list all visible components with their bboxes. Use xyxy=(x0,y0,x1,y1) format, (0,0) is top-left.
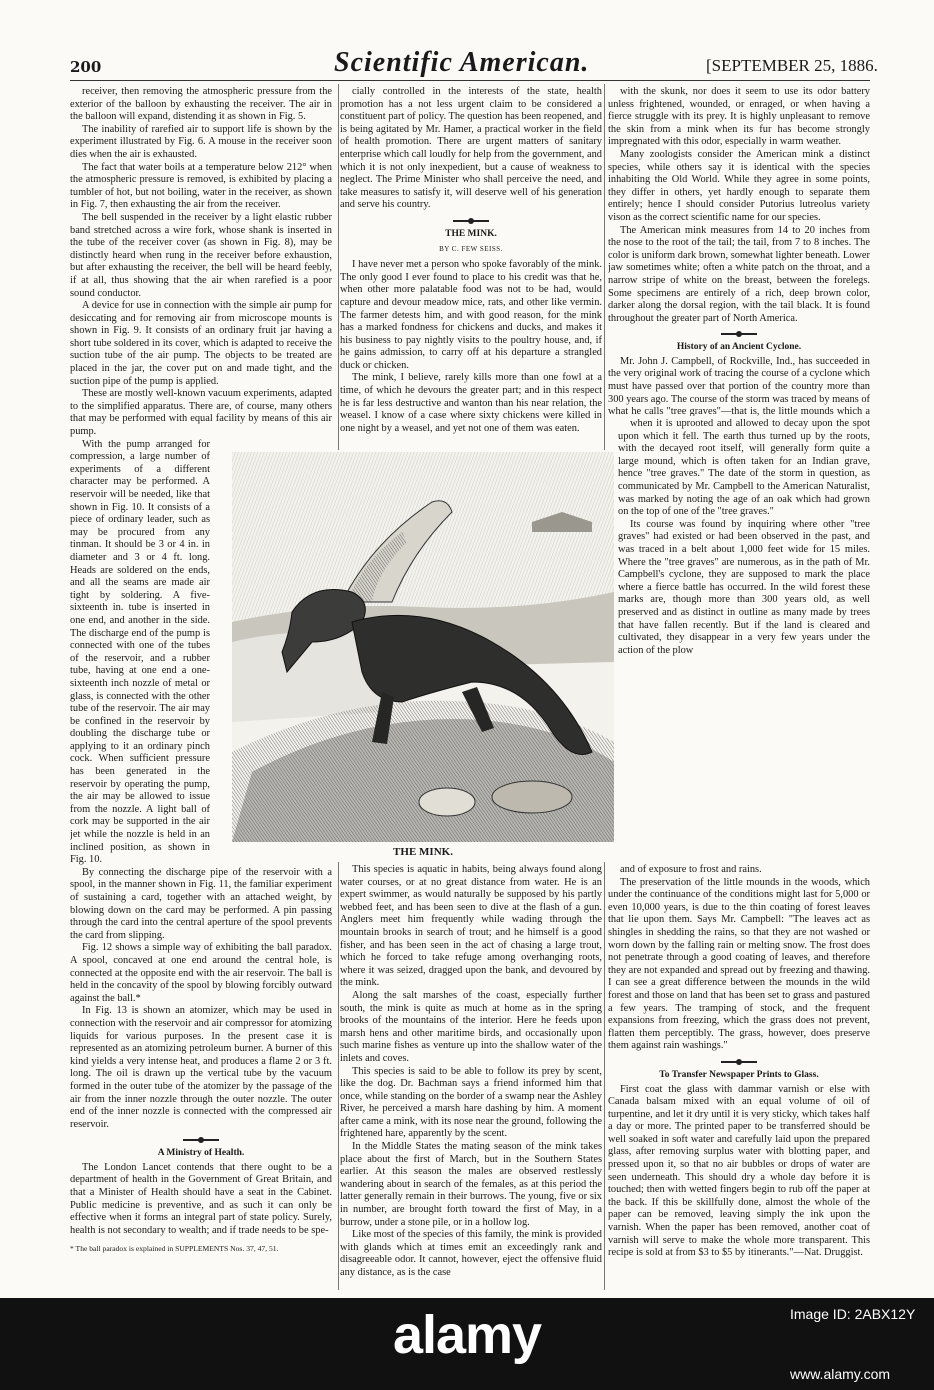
paragraph: Mr. John J. Campbell, of Rockville, Ind., has succeeded in the very original work of tracing the course of a cyclone which must have passed over that portion of the country more than 300 years ago. The course of the storm was traced by means of what he calls "tree graves"—that is, the little mounds which a xyxy=(608,355,870,416)
alamy-logo: alamy xyxy=(392,1305,542,1365)
page-number: 200 xyxy=(70,58,102,76)
figure-caption: THE MINK. xyxy=(393,846,453,858)
paragraph: By connecting the discharge pipe of the reservoir with a spool, in the manner shown in Fig. 11, the familiar experiment of sustaining a card, together with an attached weight, by blowing down on the card may be performed. A pin passing through the card into the central aperture of the spool prevents the card from slipping. xyxy=(70,866,332,941)
header-rule xyxy=(70,80,870,81)
section-heading-mink: THE MINK. xyxy=(445,228,497,239)
paragraph: This species is said to be able to follow its prey by scent, like the dog. Dr. Bachman says a friend informed him that once, while standing on the border of a swamp near the Ashley River, he perceived a marsh hare dashing by him. A moment after came a mink, with its nose near the ground, following the frightened hare, apparently by the scent. xyxy=(340,1065,602,1140)
paragraph: Many zoologists consider the American mink a distinct species, while others say it is identical with the species inhabiting the Old World. While they agree in some points, they differ in others, yet hardly enough to separate them entirely; hence I should consider Putorius lutreolus variety vison as the correct scientific name for our species. xyxy=(608,148,870,223)
paragraph: Along the salt marshes of the coast, especially further south, the mink is quite as much at home as in the spring brooks of the mountains of the interior. Here he feeds upon marsh hens and other maritime birds, and occasionally upon such marine fishes as venture up into the shallow water of the inlets and coves. xyxy=(340,989,602,1064)
paragraph: In Fig. 13 is shown an atomizer, which may be used in connection with the reservoir and air compressor for atomizing liquids for various purposes. In the present case it is represented as an atomizing petroleum burner. A burner of this kind yields a very intense heat, and produces a flame 2 or 3 ft. long. The oil is drawn up the vertical tube by the vacuum formed in the outer tube of the atomizer by the passage of the air from the inner nozzle through the outer nozzle. The outer end of the inner nozzle is connected with the compressed air reservoir. xyxy=(70,1005,332,1130)
byline: BY C. FEW SEISS. xyxy=(439,244,503,253)
column-3-bottom xyxy=(608,864,870,1292)
image-id: Image ID: 2ABX12Y xyxy=(790,1306,916,1322)
paragraph: Fig. 12 shows a simple way of exhibiting the ball paradox. A spool, concaved at one end around the central hole, is connected at the opposite end with the air reservoir. The ball is held in the concavity of the spool by blowing forcibly outward against the ball.* xyxy=(70,942,332,1004)
paragraph: The inability of rarefied air to support life is shown by the experiment illustrated by Fig. 6. A mouse in the receiver soon dies when the air is exhausted. xyxy=(70,123,332,160)
column-2-bottom xyxy=(340,864,602,1292)
section-ornament xyxy=(721,1059,757,1065)
paragraph: cially controlled in the interests of the state, health promotion has a not less urgent claim to be considered a constituent part of policy. The question has been reopened, and is being agitated by Mr. Hamer, a practical worker in the field of health promotion. There are urgent matters of sanitary enterprise which call loudly for help from the government, and which it is not only inexpedient, but a cause of weakness to neglect. The Prime Minister who shall perceive the need, and take measures to satisfy it, will deserve well of his generation and serve his country. xyxy=(340,86,602,211)
column-2-top xyxy=(340,86,602,452)
paragraph: with the skunk, nor does it seem to use its odor battery unless frightened, wounded, or enraged, or when having a fierce struggle with its prey. It is highly unpleasant to remove the skin from a mink when its fur has become strongly impregnated with this odor, especially in warm weather. xyxy=(608,86,870,148)
masthead-title: Scientific American. xyxy=(334,47,590,78)
section-heading-cyclone: History of an Ancient Cyclone. xyxy=(676,342,802,353)
mink-illustration xyxy=(232,452,614,842)
watermark-url: www.alamy.com xyxy=(790,1366,891,1382)
paragraph: when it is uprooted and allowed to decay upon the spot upon which it fell. The earth thus turned up by the roots, with the decayed root itself, will generally form quite a large mound, which is often taken for an Indian grave, hence "tree graves." The date of the storm in question, as communicated by Mr. Campbell to the American Naturalist, was marked by noting the age of an oak which had grown on the top of one of the "tree graves." xyxy=(618,418,870,518)
issue-date: [SEPTEMBER 25, 1886. xyxy=(706,56,878,75)
paragraph: receiver, then removing the atmospheric pressure from the exterior of the balloon by exhausting the receiver. The air in the balloon will expand, distending it as shown in Fig. 5. xyxy=(70,86,332,123)
paragraph: The American mink measures from 14 to 20 inches from the nose to the root of the tail; the tail, from 7 to 8 inches. The color is uniform dark brown, somewhat lighter beneath. Lower jaw sometimes white; often a white patch on the throat, and a narrow stripe of white on the breast, between the forelegs. Some specimens are entirely of a rich, deep brown color, darker along the dorsal region, with the tail black. It is found throughout the greater part of North America. xyxy=(608,224,870,324)
column-divider xyxy=(338,84,339,450)
paragraph: Its course was found by inquiring where other "tree graves" had existed or had been observed in the past, and was traced in a belt about 1,000 feet wide for 15 miles. Where the "tree graves" are numerous, as in the path of Mr. Campbell's cyclone, they are supposed to mark the place where a fierce battle has occurred. In the wild forest these marks are, though more than 300 years old, as well preserved and as distinct in outline as many made by trees that have fallen recently. But if the land is cleared and cultivated, they disappear in a very few years under the action of the plow xyxy=(618,518,870,656)
column-divider xyxy=(604,862,605,1290)
column-divider xyxy=(338,862,339,1290)
paragraph: The fact that water boils at a temperature below 212° when the atmospheric pressure is removed, is exhibited by placing a tumbler of hot, but not boiling, water in the receiver, as shown in Fig. 7, then exhausting the air from the receiver. xyxy=(70,161,332,211)
section-ornament xyxy=(453,218,489,224)
paragraph: A device for use in connection with the simple air pump for desiccating and for removing air from microscope mounts is shown in Fig. 9. It consists of an ordinary fruit jar having a short tube soldered in its cover, which is adapted to receive the suction tube of the air pump. The objects to be treated are placed in the jar, the cover put on and made tight, and the suction pipe of the pump is applied. xyxy=(70,300,332,387)
paragraph: Like most of the species of this family, the mink is provided with glands which at times emit an exceedingly rank and disagreeable odor. It cannot, however, eject the offensive fluid any distance, as is the case xyxy=(340,1229,602,1278)
section-heading-transfer: To Transfer Newspaper Prints to Glass. xyxy=(659,1069,819,1080)
paragraph: This species is aquatic in habits, being always found along water courses, or at no great distance from water. He is an expert swimmer, as would naturally be supposed by his partly webbed feet, and has been seen to dive at the flash of a gun. Anglers meet him frequently while wading through the mountain brooks in search of trout; and he himself is a good fisher, and has been seen in the act of chasing a large trout, which he forced to take refuge among overhanging roots, where it was seized, dragged upon the bank, and devoured by the mink. xyxy=(340,864,602,989)
paragraph: In the Middle States the mating season of the mink takes place about the first of March, but in the Southern States earlier. At this season the males are observed restlessly wandering about in search of the females, as at this period the latter generally remain in their burrows. The young, five or six in number, are brought forth toward the first of May, in a burrow, under a stone pile, or in a hollow log. xyxy=(340,1141,602,1228)
section-ornament xyxy=(183,1137,219,1143)
column-3-narrow xyxy=(618,418,870,864)
paragraph: I have never met a person who spoke favorably of the mink. The only good I ever found to place to his credit was that he, when other more palatable food was not to be had, would capture and devour meadow mice, rats, and other like vermin. The farmer detests him, and with good reason, for the mink has a marked fondness for chickens and ducks, and makes it his business to pay nightly visits to the poultry house, and, if he gains admission, to carry off at his departure a strangled duck or chicken. xyxy=(340,259,602,371)
section-ornament xyxy=(721,331,757,337)
engraving-image xyxy=(232,452,614,842)
paragraph: With the pump arranged for compression, a large number of experiments of a different character may be performed. A reservoir will be needed, like that shown in Fig. 10. It consists of a piece of ordinary leader, such as may be procured from any tinman. It should be 3 or 4 in. in diameter and 3 or 4 ft. long. Heads are soldered on the ends, and all the seams are made air tight by soldering. A five-sixteenth in. tube is inserted in one end, and another in the side. The discharge end of the pump is connected with one of the tubes of the reservoir, and a rubber tube, having at one end a one-sixteenth inch nozzle of metal or glass, is connected with the other tube of the reservoir. The air may be confined in the reservoir by doubling the discharge tube or applying to it an ordinary pinch cock. When sufficient pressure has been generated in the reservoir by operating the pump, the air may be allowed to issue from the nozzle. A light ball of cork may be supported in the air jet while the nozzle is held in an inclined position, as shown in Fig. 10. xyxy=(70,438,210,866)
section-heading-ministry: A Ministry of Health. xyxy=(157,1148,245,1159)
paragraph: These are mostly well-known vacuum experiments, adapted to the simplified apparatus. There are, of course, many others that may be performed with equal facility by means of this air pump. xyxy=(70,388,332,438)
column-divider xyxy=(604,84,605,450)
paragraph: The London Lancet contends that there ought to be a department of health in the Government of Great Britain, and that a Minister of Health should have a seat in the Cabinet. Public medicine is preventive, and as such it can only be effective when it forms an integral part of state policy. Surely, health is not secondary to wealth; and if trade needs to be spe- xyxy=(70,1161,332,1236)
paragraph: First coat the glass with dammar varnish or else with Canada balsam mixed with an equal volume of oil of turpentine, and let it dry until it is very sticky, which takes half a day or more. The printed paper to be transferred should be well soaked in soft water and carefully laid upon the prepared glass, after removing surplus water with blotting paper, and pressed upon it, so that no air bubbles or drops of water are seen underneath. This should dry a whole day before it is touched; then with wetted fingers begin to rub off the paper at the back. If this be skillfully done, almost the whole of the paper can be removed, leaving simply the ink upon the varnish. When the paper has been removed, another coat of varnish will serve to make the whole more transparent. This recipe is sold at from $3 to $5 by itinerants."—Nat. Druggist. xyxy=(608,1083,870,1259)
paragraph: The mink, I believe, rarely kills more than one fowl at a time, of which he devours the greater part; and in this respect he is far less destructive and wanton than his near relation, the weasel. I know of a case where sixty chickens were killed in one night by a weasel, and yet not one of them was eaten. xyxy=(340,372,602,434)
paragraph: The bell suspended in the receiver by a light elastic rubber band stretched across a wire fork, whose shank is inserted in the tube of the receiver cover (as shown in Fig. 8), may be distinctly heard when rung in the receiver before exhaustion, but after exhausting the receiver, the bell will be heard feebly, if at all, thus showing that the air when rarefied is a poor sound conductor. xyxy=(70,211,332,299)
paragraph: and of exposure to frost and rains. xyxy=(620,864,762,875)
footnote: * The ball paradox is explained in SUPPLEMENTS Nos. 37, 47, 51. xyxy=(70,1244,279,1254)
column-3-top xyxy=(608,86,870,416)
paragraph: The preservation of the little mounds in the woods, which under the continuance of the conditions might last for 5,000 or even 10,000 years, is due to the thin coating of forest leaves that lie upon them. Says Mr. Campbell: "The leaves act as shingles in shedding the rains, so that they are not washed or worn down by the falling rain or melting snow. The frost does not penetrate through a good coating of leaves, and therefore they are not expanded and spread out by freezing and thawing. I can see a great difference between the mounds in the wild forest and those on land that has been set to grass and pastured a few years. The tramping of stock, and the frequent expansions from freezing, which the grass does not prevent, flatten them perceptibly. The grass, however, does preserve them against rain washings." xyxy=(608,876,870,1052)
